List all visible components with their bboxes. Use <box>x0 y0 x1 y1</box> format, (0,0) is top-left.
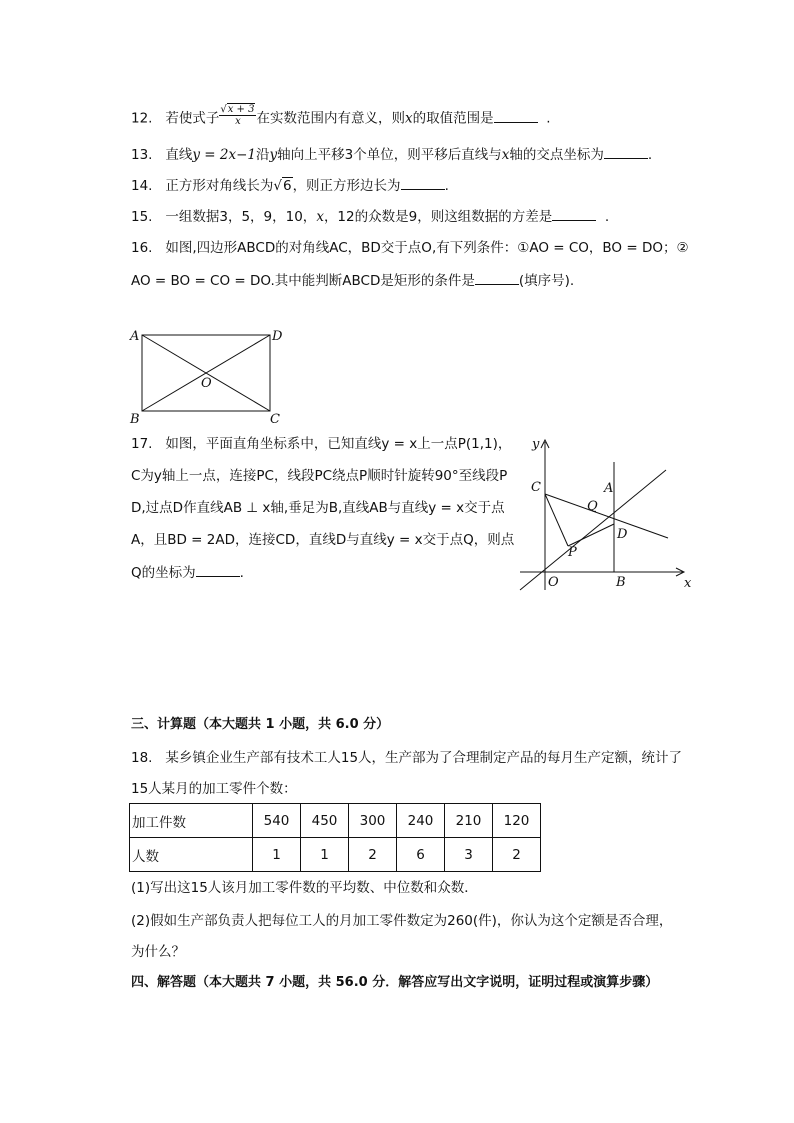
answer-blank <box>552 206 596 221</box>
label-O: O <box>548 575 559 590</box>
question-16-line2: AO = BO = CO = DO.其中能判断ABCD是矩形的条件是 (填序号). <box>131 270 574 291</box>
sub-question-1: (1)写出这15人该月加工零件数的平均数、中位数和众数． <box>131 880 478 896</box>
label-Q: Q <box>587 499 598 514</box>
rectangle-figure <box>126 325 296 430</box>
label-x: x <box>684 576 692 591</box>
coordinate-figure <box>518 432 698 594</box>
fraction: $\frac{√x + 3}{x}$ <box>220 104 255 127</box>
row-label: 人数 <box>130 838 253 872</box>
question-number: 17. <box>131 436 153 452</box>
question-17: 17. 如图，平面直角坐标系中，已知直线y = x上一点P(1,1)， <box>131 436 512 452</box>
row-label: 加工件数 <box>130 804 253 838</box>
answer-blank <box>401 175 445 190</box>
label-C: C <box>270 412 280 427</box>
label-A: A <box>130 329 140 344</box>
question-14: 14. 正方形对角线长为√6，则正方形边长为 . <box>131 175 449 196</box>
question-18: 18. 某乡镇企业生产部有技术工人15人，生产部为了合理制定产品的每月生产定额，统计了 <box>131 750 683 766</box>
section-3-heading: 三、计算题（本大题共 1 小题，共 6.0 分） <box>131 717 390 732</box>
question-16: 16. 如图,四边形ABCD的对角线AC，BD交于点O,有下列条件：①AO = CO，BO = DO；② <box>131 240 689 256</box>
label-y: y <box>532 437 540 452</box>
sub-question-2: (2)假如生产部负责人把每位工人的月加工零件数定为260(件)，你认为这个定额是否合理， <box>131 913 673 929</box>
question-number: 12. <box>131 110 153 127</box>
question-15: 15. 一组数据3，5，9，10，x，12的众数是9，则这组数据的方差是 . <box>131 206 609 227</box>
label-D: D <box>272 329 283 344</box>
answer-blank <box>196 562 240 577</box>
label-A: A <box>604 481 614 496</box>
answer-blank <box>494 108 538 123</box>
question-number: 16. <box>131 240 153 256</box>
label-P: P <box>568 545 577 560</box>
label-D: D <box>617 527 628 542</box>
label-C: C <box>531 480 541 495</box>
question-12: 12. 若使式子 $\frac{√x + 3}{x}$ 在实数范围内有意义，则x的取值范围是 . <box>131 104 551 127</box>
production-table <box>129 803 541 872</box>
question-number: 14. <box>131 178 153 194</box>
table-row: 加工件数 540 450 300 240 210 120 <box>130 804 541 838</box>
label-O: O <box>201 376 212 391</box>
answer-blank <box>475 270 519 285</box>
question-13: 13. 直线y = 2x−1沿y轴向上平移3个单位，则平移后直线与x轴的交点坐标为 . <box>131 144 652 165</box>
section-4-heading: 四、解答题（本大题共 7 小题，共 56.0 分．解答应写出文字说明，证明过程或演算步骤） <box>131 975 659 990</box>
question-number: 18. <box>131 750 153 766</box>
answer-blank <box>604 144 648 159</box>
table-row: 人数 1 1 2 6 3 2 <box>130 838 541 872</box>
label-B: B <box>616 575 626 590</box>
question-number: 13. <box>131 147 153 163</box>
label-B: B <box>130 412 140 427</box>
question-number: 15. <box>131 209 153 225</box>
